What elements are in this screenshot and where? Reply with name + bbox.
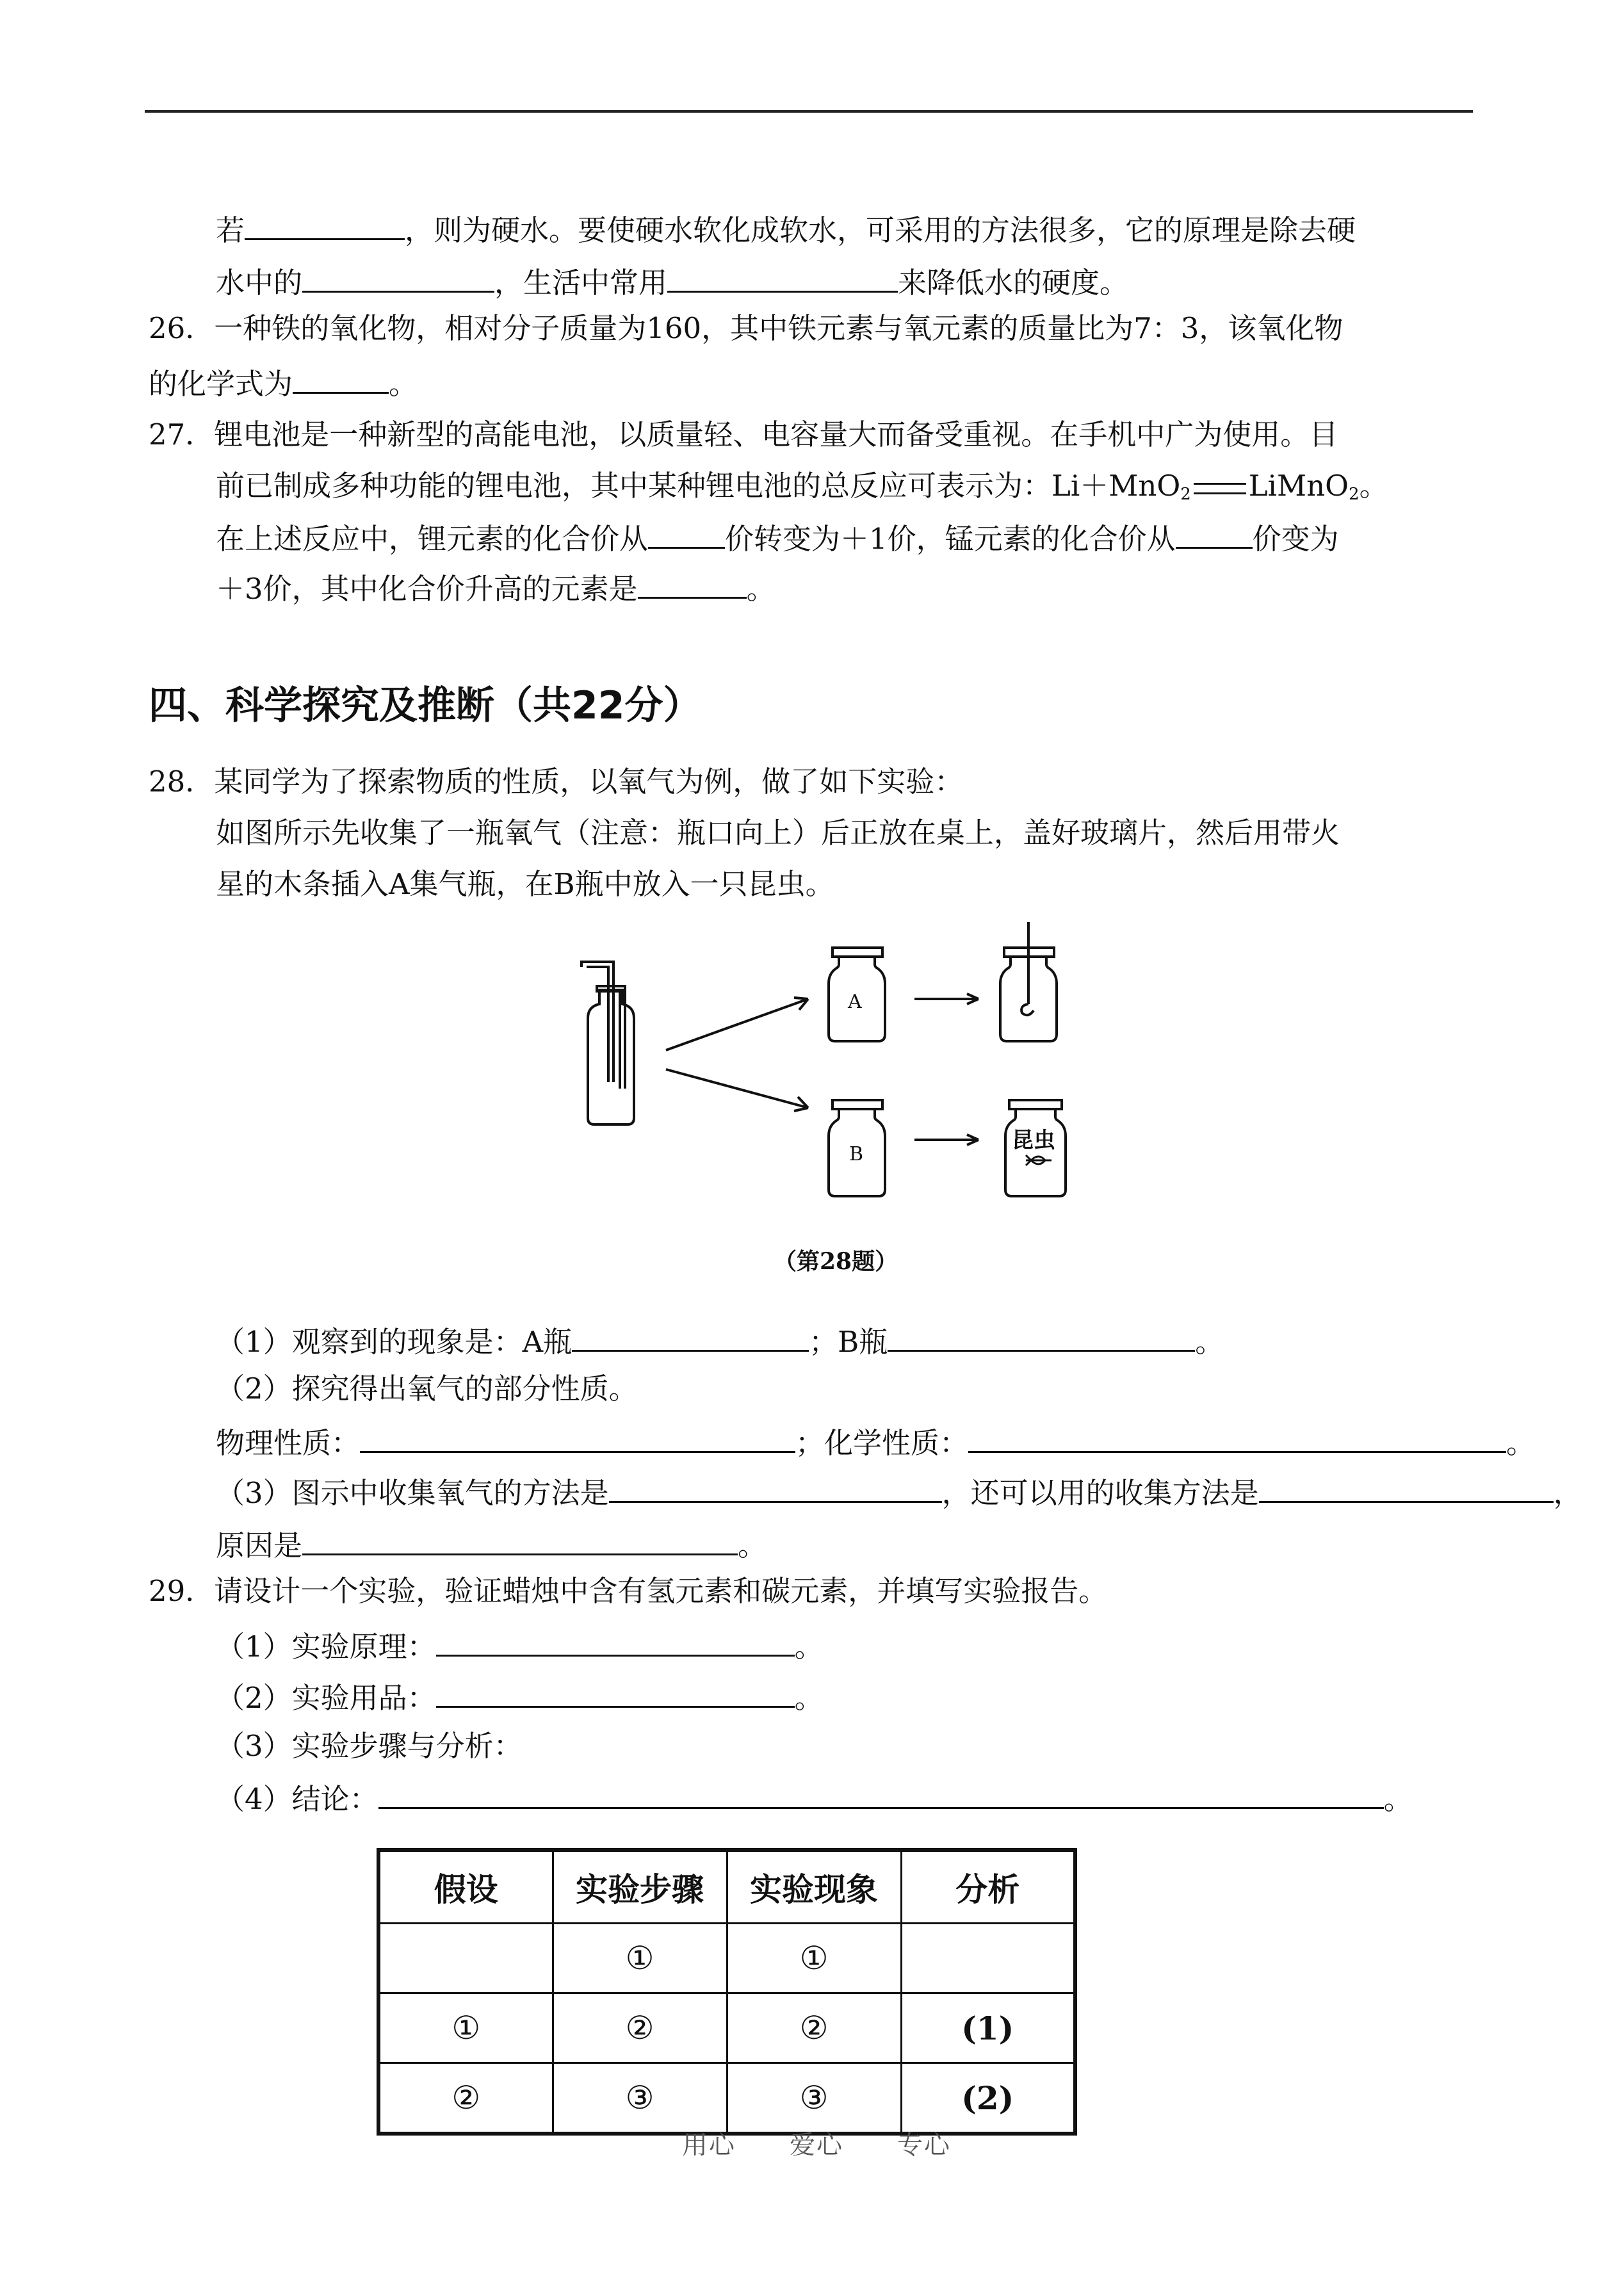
- q28-p1-a: （1）观察到的现象是：A瓶: [216, 1325, 572, 1359]
- q25-text-e: 来降低水的硬度。: [898, 266, 1129, 300]
- q29-s1-end: 。: [794, 1630, 824, 1664]
- q27-blank-2[interactable]: [1176, 521, 1253, 549]
- q25-text-d: ，生活中常用: [494, 266, 668, 300]
- q29-s2-end: 。: [794, 1681, 824, 1715]
- q27-text-b: 价转变为＋1价，锰元素的化合价从: [725, 522, 1176, 556]
- q29-step2: [216, 1680, 824, 1715]
- q27-product: LiMnO: [1248, 469, 1349, 503]
- q27-reactant: 前已制成多种功能的锂电池，其中某种锂电池的总反应可表示为：Li＋MnO: [216, 469, 1181, 503]
- arrow-to-a: [666, 998, 808, 1050]
- q25-text-b: ，则为硬水。要使硬水软化成软水，可采用的方法很多，它的原理是除去硬: [405, 213, 1356, 247]
- table-cell[interactable]: ①: [727, 1924, 901, 1993]
- q28-part3: [216, 1475, 1582, 1510]
- q26-line1: 26．一种铁的氧化物，相对分子质量为160，其中铁元素与氧元素的质量比为7：3，该氧化物: [149, 311, 1344, 345]
- table-cell[interactable]: ②: [727, 1993, 901, 2063]
- q28-p2-end: 。: [1506, 1426, 1536, 1460]
- table-header-row: [378, 1850, 1075, 1924]
- q27-sub-2: 2: [1349, 485, 1360, 504]
- collection-bottle: [581, 962, 634, 1124]
- q28-p3-a: （3）图示中收集氧气的方法是: [216, 1476, 609, 1510]
- q27-text-c: 价变为: [1252, 522, 1339, 556]
- q25-line2: [216, 265, 1129, 300]
- header-analysis: 分析: [901, 1850, 1075, 1924]
- arrow-to-b: [666, 1069, 808, 1111]
- bottle-a-splint: [1000, 922, 1057, 1041]
- q29-s4-end: 。: [1383, 1782, 1413, 1816]
- section-heading: 四、科学探究及推断（共22分）: [149, 683, 702, 728]
- q28-p3-c: ，: [1553, 1476, 1582, 1510]
- q27-line2-end: 。: [1359, 469, 1388, 503]
- q27-line1: 27．锂电池是一种新型的高能电池，以质量轻、电容量大而备受重视。在手机中广为使用。目: [149, 418, 1338, 451]
- q28-reason-label: 原因是: [216, 1529, 303, 1562]
- q28-physical-blank[interactable]: [360, 1425, 795, 1453]
- q28-p1-b: ；B瓶: [809, 1325, 888, 1359]
- table-cell[interactable]: [378, 1924, 553, 1993]
- q29-step3: （3）实验步骤与分析：: [216, 1729, 523, 1763]
- q26-line2: [149, 366, 418, 401]
- q27-text-e: 。: [746, 572, 775, 606]
- insect-icon: [1026, 1155, 1052, 1165]
- experiment-report-table: [377, 1848, 1077, 2136]
- q29-conclusion-blank[interactable]: [378, 1781, 1384, 1809]
- table-row: [378, 1924, 1075, 1993]
- q25-blank-2[interactable]: [302, 265, 494, 293]
- q28-physical-label: 物理性质：: [216, 1426, 361, 1460]
- q28-line1: 28．某同学为了探索物质的性质，以氧气为例，做了如下实验：: [149, 765, 964, 799]
- q29-principle-blank[interactable]: [436, 1629, 795, 1657]
- q27-text-a: 在上述反应中，锂元素的化合价从: [216, 522, 649, 556]
- figure-caption: （第28题）: [774, 1248, 898, 1275]
- label-insect: 昆虫: [1012, 1128, 1055, 1153]
- q28-part1: [216, 1324, 1224, 1359]
- header-steps: 实验步骤: [553, 1850, 727, 1924]
- q25-line1: [216, 213, 1356, 245]
- table-row: [378, 1993, 1075, 2063]
- q28-chemical-label: ；化学性质：: [795, 1426, 969, 1460]
- label-a: A: [848, 991, 862, 1013]
- q28-chemical-blank[interactable]: [968, 1425, 1506, 1453]
- q26-period: 。: [389, 367, 418, 401]
- q29-line1: 29．请设计一个实验，验证蜡烛中含有氢元素和碳元素，并填写实验报告。: [149, 1574, 1108, 1608]
- q28-alt-method-blank[interactable]: [1259, 1475, 1554, 1503]
- table-cell[interactable]: ②: [553, 1993, 727, 2063]
- header-phenomena: 实验现象: [727, 1850, 901, 1924]
- q29-s1-label: （1）实验原理：: [216, 1630, 436, 1664]
- q26-text: 的化学式为: [149, 367, 293, 401]
- table-cell[interactable]: ②: [378, 2063, 553, 2134]
- q29-step1: [216, 1629, 824, 1664]
- q29-step4: [216, 1781, 1413, 1816]
- table-cell[interactable]: [901, 1924, 1075, 1993]
- q29-s2-label: （2）实验用品：: [216, 1681, 436, 1715]
- q28-method-blank[interactable]: [609, 1475, 942, 1503]
- q28-p3-b: ，还可以用的收集方法是: [941, 1476, 1259, 1510]
- q27-text-d: ＋3价，其中化合价升高的元素是: [216, 572, 638, 606]
- q27-line4: [216, 571, 775, 606]
- q27-line2: [216, 471, 1388, 503]
- q29-materials-blank[interactable]: [436, 1680, 795, 1708]
- table-cell[interactable]: (1): [901, 1993, 1075, 2063]
- q27-sub-1: 2: [1180, 485, 1191, 504]
- table-cell[interactable]: ①: [553, 1924, 727, 1993]
- q28-line3: 星的木条插入A集气瓶，在B瓶中放入一只昆虫。: [216, 867, 834, 901]
- q28-part2-properties: [216, 1425, 1536, 1460]
- page-footer: 用心 爱心 专心: [682, 2130, 951, 2160]
- q28-blank-b[interactable]: [888, 1324, 1195, 1352]
- q28-blank-a[interactable]: [572, 1324, 809, 1352]
- q28-part3-reason: [216, 1528, 767, 1560]
- table-cell[interactable]: ①: [378, 1993, 553, 2063]
- header-hypothesis: 假设: [378, 1850, 553, 1924]
- header-rule: [145, 110, 1473, 113]
- q26-blank[interactable]: [293, 366, 389, 394]
- q27-blank-1[interactable]: [648, 521, 725, 549]
- q28-p1-c: 。: [1195, 1325, 1224, 1359]
- q28-part2: （2）探究得出氧气的部分性质。: [216, 1372, 638, 1406]
- table-row: [378, 2063, 1075, 2134]
- q25-blank-1[interactable]: [245, 213, 405, 240]
- oxygen-experiment-figure: [564, 922, 1114, 1223]
- table-cell[interactable]: ③: [727, 2063, 901, 2134]
- q25-text-a: 若: [216, 213, 245, 247]
- q28-reason-end: 。: [738, 1529, 767, 1562]
- reaction-equals-sign: [1194, 483, 1246, 494]
- table-cell[interactable]: (2): [901, 2063, 1075, 2134]
- q28-line2: 如图所示先收集了一瓶氧气（注意：瓶口向上）后正放在桌上，盖好玻璃片，然后用带火: [216, 816, 1340, 850]
- q25-blank-3[interactable]: [667, 265, 898, 293]
- q27-line3: [216, 521, 1339, 556]
- q25-text-c: 水中的: [216, 266, 303, 300]
- table-cell[interactable]: ③: [553, 2063, 727, 2134]
- q28-reason-blank[interactable]: [302, 1528, 738, 1555]
- label-b: B: [849, 1143, 864, 1165]
- q27-blank-3[interactable]: [638, 571, 747, 599]
- q29-s4-label: （4）结论：: [216, 1782, 378, 1816]
